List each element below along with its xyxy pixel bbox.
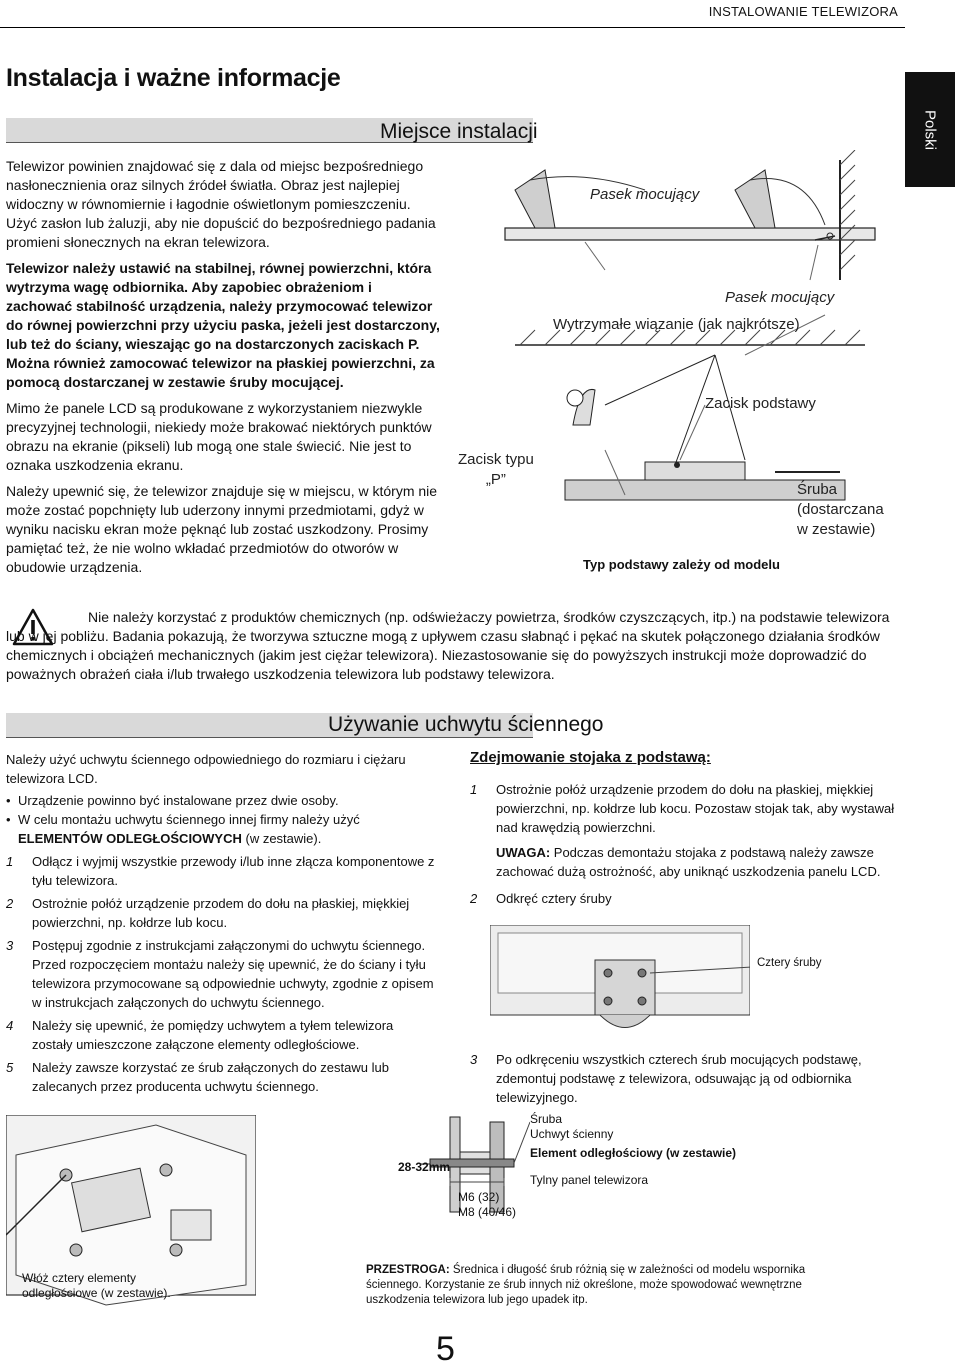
wall-step-3-text: Postępuj zgodnie z instrukcjami załączonymi do uchwytu ściennego. Przed rozpoczęciem montażu należy się upewnić, że do ściany i tyłu telewizora przymocowane są odpowiednie uchwyty, zgodnie z opisem w instrukcjach załączonych do uchwytu ściennego. [32,938,434,1010]
wall-step-2 [6,894,436,932]
wall-step-3 [6,936,436,1012]
label-screw-line3: w zestawie) [797,521,876,538]
remove-step-3-text: Po odkręceniu wszystkich czterech śrub mocujących podstawę, zdemontuj podstawę z telewizora, odsuwając ją od odbiornika telewizyjnego. [496,1052,862,1105]
label-p-clip-line2: „P” [485,471,506,488]
wall-step-1-text: Odłącz i wyjmij wszystkie przewody i/lub inne złącza komponentowe z tyłu telewizora. [32,854,435,888]
label-m8: M8 (40/46) [458,1205,517,1219]
label-stand-clamp: Zacisk podstawy [705,395,816,412]
remove-step-3 [470,1050,900,1107]
page-number: 5 [436,1330,455,1368]
remove-step-2-num: 2 [470,891,478,906]
install-paragraph-3: Mimo że panele LCD są produkowane z wykorzystaniem niezwykle precyzyjnej technologii, niekiedy może brakować niektórych punktów obrazu na ekranie (pikseli) lub mogą one stale świecić. Nie jest to oznaka uszkodzenia ekranu. [6,400,432,473]
label-back-panel: Tylny panel telewizora [530,1173,649,1187]
label-depth: 28-32mm [398,1160,451,1174]
warning-text: Nie należy korzystać z produktów chemicznych (np. odświeżaczy powietrza, środków czyszczących, itp.) na podstawie telewizora lub w jej pobliżu. Badania pokazują, że tworzywa sztuczne mogą z upływem czasu słabnąć i pękać na skutek połączonego działania środków chemicznych i obciążeń mechanicznych (jakim jest ciężar telewizora). Niezastosowanie się do powyższych instrukcji może doprowadzić do poważnych obrażeń ciała i/lub trwałego uszkodzenia telewizora lub podstawy telewizora. [6,609,890,682]
four-screws-diagram [490,925,750,1040]
wall-bullet-1: • Urządzenie powinno być instalowane przez dwie osoby. [6,791,436,810]
wall-step-2-text: Ostrożnie połóż urządzenie przodem do dołu na płaskiej, miękkiej powierzchni, np. kołdrze lub kocu. [32,896,410,930]
label-screw-sizes [458,1190,516,1220]
remove-step-1 [470,780,900,837]
label-wall-bracket: Uchwyt ścienny [530,1127,614,1141]
label-insert-spacers [22,1271,171,1301]
label-screw-line2: (dostarczana [797,501,884,518]
remove-step-1-text: Ostrożnie połóż urządzenie przodem do dołu na płaskiej, miękkiej powierzchni, np. kołdrze lub kocu. Pozostaw stojak tak, aby wystawał nad krawędzią powierzchni. [496,782,895,835]
remove-stand-note [470,843,900,881]
remove-step-2 [470,889,900,908]
install-paragraph-2: Telewizor należy ustawić na stabilnej, równej powierzchni, która wytrzyma wagę odbiornika. Aby zapobiec obrażeniom i zachować stabilność urządzenia, należy przymocować telewizor do równej powierzchni przy użyciu paska, jeżeli jest dostarczony, lub też do ściany, wieszając go na dostarczonych zaciskach P. Można również zamocować telewizor na płaskiej powierzchni, za pomocą dostarczanej w zestawie śruby mocującej. [6,260,440,390]
label-screw-group [530,1112,613,1142]
label-insert-spacers-line2: odległościowe (w zestawie). [22,1286,171,1300]
wall-step-5-num: 5 [6,1060,14,1075]
section-title-install: Miejsce instalacji [380,120,538,143]
wall-step-2-num: 2 [6,896,14,911]
wall-step-5 [6,1058,436,1096]
remove-stand-steps [470,780,900,837]
wall-step-5-text: Należy zawsze korzystać ze śrub załączonych do zestawu lub zalecanych przez producenta uchwytu ściennego. [32,1060,389,1094]
label-p-clip [458,450,534,490]
remove-stand-note-text: Podczas demontażu stojaka z podstawą należy zawsze zachować dużą ostrożność, aby uniknąć uszkodzenia panelu LCD. [496,845,881,879]
remove-stand-steps-2 [470,889,900,908]
section-title-wall: Używanie uchwytu ściennego [328,713,604,736]
caution-body: Średnica i długość śrub różnią się w zależności od modelu wspornika ściennego. Korzystanie ze śrub innych niż określone, może spowodować wewnętrzne uszkodzenia telewizora lub jego upadek itp. [366,1264,806,1306]
wall-text-column [6,750,436,1100]
remove-step-2-text: Odkręć cztery śruby [496,891,612,906]
remove-step-3-num: 3 [470,1052,478,1067]
install-paragraph-4: Należy upewnić się, że telewizor znajduje się w miejscu, w którym nie może zostać popchnięty lub uderzony innymi przedmiotami, gdyż w wyniku nacisku ekran może pęknąć lub zostać uszkodzony. Prosimy pamiętać też, że nie wolno wkładać przedmiotów do otworów w obudowie urządzenia. [6,483,438,575]
label-strap-top: Pasek mocujący [590,186,700,203]
label-screw-line1: Śruba [797,481,838,498]
label-m6: M6 (32) [458,1190,500,1204]
label-insert-spacers-line1: Włóż cztery elementy [22,1271,137,1285]
label-screw: Śruba [530,1112,563,1126]
wall-step-3-num: 3 [6,938,14,953]
remove-stand-step-3-wrap [470,1050,900,1111]
label-four-screws: Cztery śruby [757,957,822,969]
install-paragraph-1: Telewizor powinien znajdować się z dala od miejsc bezpośredniego nasłonecznienia oraz silnych źródeł światła. Obraz jest najlepiej widoczny w równomiernie i łagodnie oświetlonym pomieszczeniu. Użyć zasłon lub żaluzji, aby nie dopuścić do bezpośredniego padania promieni słonecznych na ekran telewizora. [6,158,436,250]
wall-bullet-2-pre: W celu montażu uchwytu ściennego innej firmy należy użyć [18,812,360,827]
wall-step-1-num: 1 [6,854,14,869]
wall-step-4-text: Należy się upewnić, że pomiędzy uchwytem a tyłem telewizora zostały umieszczone załączone elementy odległościowe. [32,1018,394,1052]
remove-stand-title: Zdejmowanie stojaka z podstawą: [470,749,711,766]
install-text-column [6,157,441,577]
wall-bullet-2-post: (w zestawie). [241,831,322,846]
header-rule [0,27,905,28]
label-spacer: Element odległościowy (w zestawie) [530,1146,737,1160]
remove-stand-note-label: UWAGA: [496,845,551,860]
wall-step-1 [6,852,436,890]
language-tab [905,72,955,187]
running-header: INSTALOWANIE TELEWIZORA [708,4,898,19]
wall-step-4-num: 4 [6,1018,14,1033]
label-strong-tie: Wytrzymałe wiązanie (jak najkrótsze) [553,316,800,333]
wall-bullets [6,791,436,848]
label-strap-mid: Pasek mocujący [725,289,835,306]
stand-type-caption: Typ podstawy zależy od modelu [583,557,780,572]
wall-step-4 [6,1016,436,1054]
wall-intro: Należy użyć uchwytu ściennego odpowiedniego do rozmiaru i ciężaru telewizora LCD. [6,752,406,786]
wall-steps [6,852,436,1096]
caution-label: PRZESTROGA: [366,1264,450,1276]
caution-text [366,1263,806,1308]
remove-step-1-num: 1 [470,782,478,797]
wall-bullet-2-bold: ELEMENTÓW ODLEGŁOŚCIOWYCH [18,831,242,846]
page-title: Instalacja i ważne informacje [6,64,341,92]
remove-stand-steps-3 [470,1050,900,1107]
language-tab-label: Polski [921,109,939,150]
label-p-clip-line1: Zacisk typu [458,451,534,468]
remove-stand-column [470,780,900,912]
label-screw-supplied [797,480,884,540]
wall-bullet-2 [6,810,436,848]
